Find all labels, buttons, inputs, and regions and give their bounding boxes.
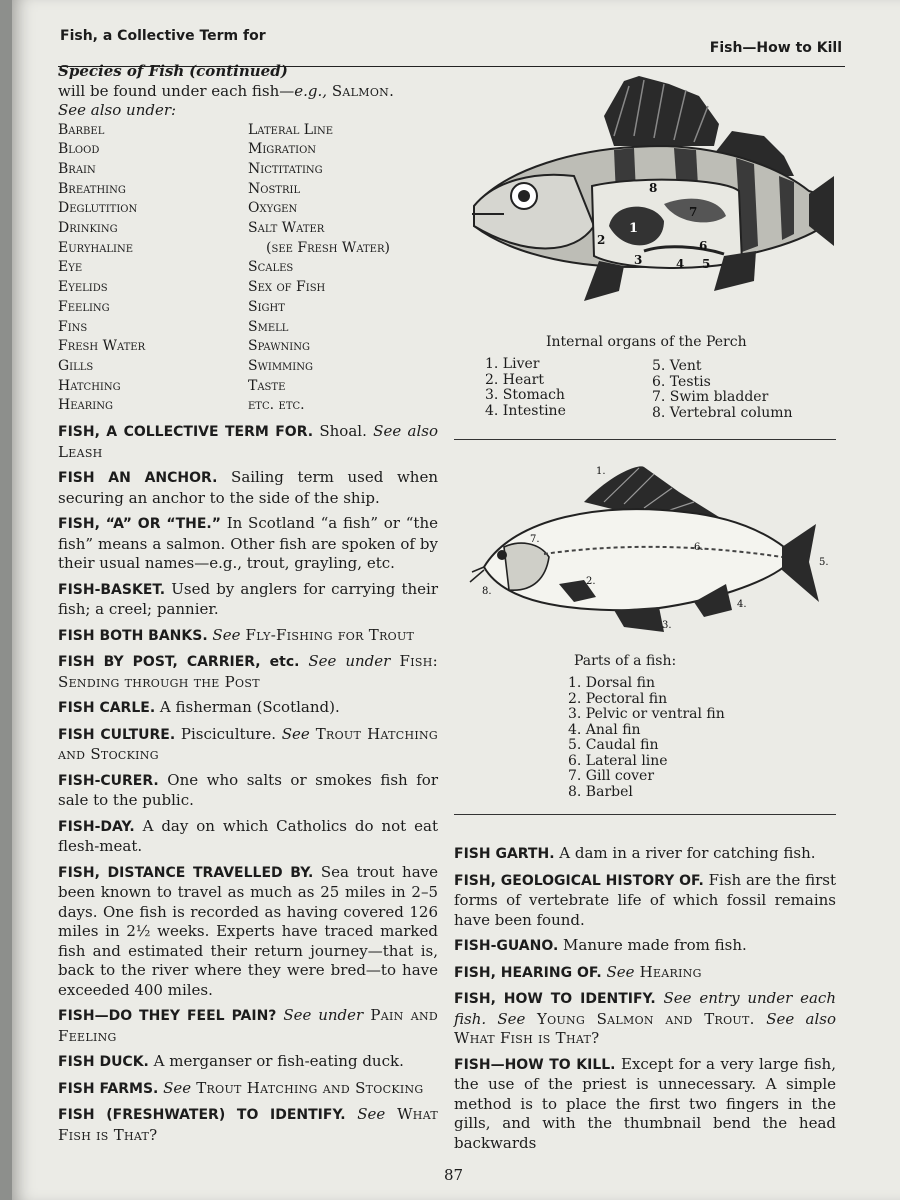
dictionary-entry: [58, 652, 438, 692]
dictionary-entry: [58, 771, 438, 811]
list-item: Taste: [248, 377, 286, 394]
entry-body: A day on which Catholics do not eat flesh-meat.: [58, 816, 438, 856]
running-head-right: Fish—How to Kill: [709, 40, 842, 56]
list-item: etc. etc.: [248, 397, 305, 414]
entry-ref: Fish: Sending through the Post: [58, 652, 438, 691]
entry-term: FISH, A COLLECTIVE TERM FOR.: [58, 424, 314, 441]
list-item: Oxygen: [248, 200, 298, 217]
entry-body: Used by anglers for carrying their fish; a creel; pannier.: [58, 579, 438, 619]
fish-parts-illustration: [464, 462, 834, 642]
list-item: Nictitating: [248, 160, 323, 177]
legend-item: 7. Swim bladder: [652, 389, 769, 405]
dictionary-entry: [454, 963, 836, 984]
entry-body: A merganser or fish-eating duck.: [148, 1052, 404, 1071]
entry-ref: Young Salmon and Trout.: [525, 1009, 767, 1028]
fish-label-4: 4.: [737, 599, 747, 610]
legend-item: 4. Intestine: [485, 402, 566, 419]
legend-item: 5. Caudal fin: [568, 737, 659, 753]
list-item: Feeling: [58, 298, 110, 315]
perch-label-2: 2: [597, 233, 606, 247]
entry-body: A fisherman (Scotland).: [155, 698, 340, 717]
entry-see: See: [281, 724, 310, 743]
legend-item: 3. Stomach: [485, 387, 565, 403]
entry-see: See under: [283, 1006, 364, 1025]
fish-label-7: 7.: [530, 534, 540, 545]
list-item: Smell: [248, 318, 289, 335]
dictionary-entry: [58, 698, 438, 719]
legend-item: 8. Barbel: [568, 783, 633, 800]
entries-right: [454, 838, 836, 1153]
dictionary-entry: [454, 936, 836, 957]
entry-see: See under: [308, 652, 391, 671]
perch-label-3: 3: [634, 253, 643, 267]
entry-ref: Trout Hatching and Stocking: [191, 1078, 424, 1097]
legend-item: 2. Pectoral fin: [568, 690, 668, 707]
legend-item: 2. Heart: [485, 371, 544, 388]
entry-ref: What Fish is That?: [58, 1105, 438, 1144]
see-also-list-left: [58, 121, 248, 417]
fish-label-2: 2.: [586, 576, 596, 587]
perch-label-8: 8: [649, 181, 658, 195]
perch-label-4: 4: [676, 257, 685, 271]
legend-item: 3. Pelvic or ventral fin: [568, 706, 725, 722]
entry-term: FISH DUCK.: [58, 1054, 149, 1071]
legend-item: 6. Lateral line: [568, 752, 668, 769]
entry-body: A dam in a river for catching fish.: [554, 844, 816, 862]
list-item: Hatching: [58, 377, 121, 394]
entry-term: FISH-DAY.: [58, 818, 135, 835]
figure1-legend-left: [485, 357, 566, 419]
list-item: Hearing: [58, 397, 113, 414]
entry-body: [346, 1105, 358, 1123]
perch-label-6: 6: [699, 239, 708, 253]
dictionary-entry: [58, 1006, 438, 1046]
entries-left: [58, 422, 438, 1145]
list-item: Lateral Line: [248, 121, 334, 138]
list-item: Spawning: [248, 338, 310, 355]
entry-body: Sea trout have been known to travel as much as 25 miles in 2–5 days. One fish is recorded as having covered 126 miles in 2½ weeks. Experts have traced marked fish and estimated their return journey—that is, back to the river where they were bred—to have exceeded 400 miles.: [58, 862, 438, 999]
list-item: Sight: [248, 298, 285, 315]
dictionary-entry: [58, 626, 438, 647]
fish-label-5: 5.: [819, 557, 829, 568]
list-item: Barbel: [58, 121, 105, 138]
entry-term: FISH CULTURE.: [58, 726, 176, 743]
entry-see: See: [212, 625, 241, 644]
dictionary-entry: [58, 580, 438, 620]
entry-term: FISH BOTH BANKS.: [58, 627, 208, 644]
see-also-label: See also under:: [58, 101, 177, 119]
dictionary-entry: [454, 1055, 836, 1154]
list-item: Eye: [58, 259, 83, 276]
entry-ref: Hearing: [634, 962, 702, 981]
entry-ref: Pain and Feeling: [58, 1006, 439, 1045]
list-item: Scales: [248, 259, 294, 276]
fish-label-1: 1.: [596, 466, 606, 477]
dictionary-entry: [454, 871, 836, 931]
dictionary-entry: [454, 989, 836, 1049]
list-item: Deglutition: [58, 200, 138, 217]
figure2-caption: Parts of a fish:: [574, 653, 677, 669]
entry-term: FISH FARMS.: [58, 1080, 159, 1097]
entry-term: FISH-GUANO.: [454, 938, 559, 954]
legend-item: 1. Dorsal fin: [568, 675, 655, 691]
list-item: Swimming: [248, 357, 313, 374]
fish-label-6: 6.: [694, 542, 704, 553]
figure1-rule: [454, 439, 836, 440]
list-item: Sex of Fish: [248, 279, 326, 296]
entry-ref2: What Fish is That?: [454, 1029, 600, 1047]
figure2-rule: [454, 814, 836, 815]
entry-term: FISH—HOW TO KILL.: [454, 1056, 616, 1073]
entry-see: See: [357, 1105, 386, 1124]
list-item: Fresh Water: [58, 338, 146, 355]
entry-term: FISH-BASKET.: [58, 581, 166, 598]
entry-body: Sailing term used when securing an anchor to the side of the ship.: [58, 468, 438, 507]
legend-item: 4. Anal fin: [568, 721, 641, 738]
dictionary-entry: [58, 1105, 438, 1145]
entry-see: See entry under each fish. See: [454, 989, 836, 1028]
entry-ref: Fly-Fishing for Trout: [240, 625, 415, 644]
figure1-caption: Internal organs of the Perch: [546, 334, 747, 350]
entry-term: FISH GARTH.: [454, 846, 555, 862]
dictionary-entry: [58, 514, 438, 574]
entry-body: Shoal.: [313, 422, 374, 441]
entry-body: In Scotland “a fish” or “the fish” means a salmon. Other fish are spoken of by their usual names—e.g., trout, grayling, etc.: [58, 514, 438, 573]
entry-term: FISH—DO THEY FEEL PAIN?: [58, 1008, 277, 1025]
perch-label-1: 1: [629, 221, 639, 236]
entry-term: FISH-CURER.: [58, 772, 159, 789]
list-item: (see Fresh Water): [266, 239, 390, 256]
entry-ref: Trout Hatching and Stocking: [58, 724, 439, 764]
entry-body: Except for a very large fish, the use of the priest is unnecessary. A simple method is to place the first two fingers in the gills, and with the thumbnail bend the head backwards: [454, 1054, 836, 1152]
dictionary-entry: [58, 863, 438, 1001]
legend-item: 5. Vent: [652, 358, 702, 374]
dictionary-entry: [58, 1052, 438, 1073]
dictionary-entry: [58, 725, 438, 765]
entry-term: FISH, GEOLOGICAL HISTORY OF.: [454, 872, 704, 889]
figure1-legend-right: [652, 359, 793, 421]
entry-term: FISH, DISTANCE TRAVELLED BY.: [58, 864, 314, 881]
perch-label-7: 7: [689, 205, 698, 219]
figure2-legend: [568, 676, 725, 800]
entry-see: See also: [373, 422, 438, 441]
entry-term: FISH, “A” OR “THE.”: [58, 516, 221, 533]
fish-label-8: 8.: [482, 586, 492, 597]
list-item: Gills: [58, 357, 94, 374]
list-item: Euryhaline: [58, 239, 134, 256]
dictionary-entry: [58, 1079, 438, 1100]
legend-item: 7. Gill cover: [568, 768, 655, 784]
see-also-list-right: [248, 121, 438, 417]
entry-body: Manure made from fish.: [558, 936, 747, 954]
legend-item: 8. Vertebral column: [652, 404, 793, 421]
entry-term: FISH AN ANCHOR.: [58, 470, 218, 487]
legend-item: 1. Liver: [485, 356, 540, 372]
entry-body: [656, 989, 664, 1007]
dictionary-entry: [58, 817, 438, 857]
entry-see2: See also: [766, 1009, 836, 1028]
dictionary-entry: [58, 422, 438, 462]
fish-label-3: 3.: [662, 620, 672, 631]
list-item: Breathing: [58, 180, 126, 197]
list-item: Migration: [248, 141, 317, 158]
entry-body: Fish are the first forms of vertebrate life of which fossil remains have been found.: [454, 870, 836, 929]
dictionary-entry: [454, 844, 836, 865]
entry-see: See: [606, 962, 635, 981]
perch-label-5: 5: [702, 257, 711, 271]
left-column: [58, 62, 438, 1145]
entry-term: FISH CARLE.: [58, 700, 156, 717]
species-heading: Species of Fish (continued): [58, 62, 288, 80]
entry-ref: Leash: [58, 442, 103, 461]
list-item: Fins: [58, 318, 88, 335]
list-item: Nostril: [248, 180, 301, 197]
book-page: [12, 0, 900, 1200]
list-item: Eyelids: [58, 279, 108, 296]
legend-item: 6. Testis: [652, 373, 711, 390]
entry-body: One who salts or smokes fish for sale to the public.: [58, 770, 438, 810]
list-item: Brain: [58, 160, 96, 177]
list-item: Blood: [58, 141, 100, 158]
entry-term: FISH BY POST, CARRIER, etc.: [58, 654, 300, 671]
list-item: Drinking: [58, 220, 118, 237]
running-head-left: Fish, a Collective Term for: [60, 28, 266, 44]
dictionary-entry: [58, 468, 438, 508]
perch-illustration: [464, 76, 834, 336]
entry-body: Pisciculture.: [175, 724, 282, 743]
list-item: Salt Water: [248, 220, 325, 237]
page-number: 87: [444, 1166, 464, 1184]
entry-see: See: [163, 1078, 192, 1097]
entry-term: FISH, HEARING OF.: [454, 964, 602, 981]
see-also-list: [58, 121, 438, 417]
entry-term: FISH, HOW TO IDENTIFY.: [454, 991, 656, 1007]
species-intro: will be found under each fish—e.g., Salmon.: [58, 81, 395, 100]
entry-term: FISH (FRESHWATER) TO IDENTIFY.: [58, 1107, 346, 1124]
